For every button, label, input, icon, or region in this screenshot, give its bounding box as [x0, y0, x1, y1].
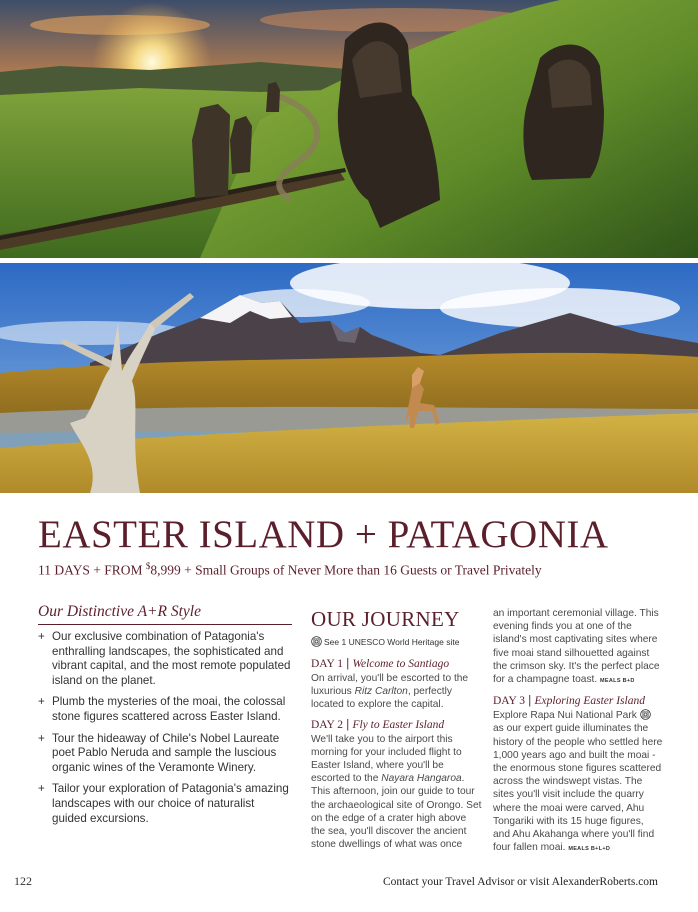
- day-title: Exploring Easter Island: [534, 695, 645, 708]
- day-text: . This afternoon, join our guide to tour the archaeological site of Orongo. Set on the edge of a crater high above the sea, you'll discover the ancient stone dwellings of what was once: [311, 773, 482, 851]
- day-2-heading: [311, 718, 483, 732]
- journey-column-middle: [311, 657, 483, 851]
- day-3-heading: [493, 694, 663, 708]
- day-2-text-part1: [311, 733, 483, 852]
- journey-column-right: [493, 607, 663, 856]
- easter-island-moai-photo: [0, 0, 698, 258]
- hotel-name: Nayara Hangaroa: [381, 773, 462, 785]
- page-number: 122: [14, 874, 32, 888]
- bullet-text: Tailor your exploration of Patagonia's amazing landscapes with our choice of naturalist guided excursions.: [52, 782, 289, 825]
- bullet-text: Plumb the mysteries of the moai, the colossal stone figures scattered across Easter Island.: [52, 695, 286, 723]
- plus-bullet-icon: +: [38, 782, 45, 796]
- bullet-text: Tour the hideaway of Chile's Nobel Laureate poet Pablo Neruda and sample the luscious organic wines of the Veramonte Winery.: [52, 731, 280, 774]
- day-title: Welcome to Santiago: [352, 658, 450, 670]
- hotel-name: Ritz Carlton: [354, 686, 408, 698]
- plus-bullet-icon: +: [38, 731, 45, 745]
- list-item: [38, 732, 292, 776]
- list-item: [38, 630, 292, 688]
- day-separator: |: [343, 658, 353, 670]
- meals-note: MEALS B+D: [600, 678, 635, 685]
- patagonia-guanaco-photo: [0, 263, 698, 493]
- list-item: [38, 782, 292, 826]
- bullet-text: Our exclusive combination of Patagonia's enthralling landscapes, the sophisticated and vibrant capital, and the most remote populated island on the planet.: [52, 630, 291, 687]
- day-text: Explore Rapa Nui National Park: [493, 710, 637, 722]
- day-1-heading: [311, 657, 483, 671]
- group-size-note: + Small Groups of Never More than 16 Guests or Travel Privately: [180, 562, 542, 578]
- list-item: [38, 695, 292, 724]
- footer-contact: Contact your Travel Advisor or visit AlexanderRoberts.com: [382, 876, 658, 888]
- unesco-icon: [311, 636, 322, 647]
- trip-price: 8,999: [150, 562, 181, 578]
- unesco-note-text: See 1 UNESCO World Heritage site: [324, 637, 460, 647]
- trip-summary: [38, 561, 542, 579]
- day-separator: |: [343, 718, 353, 731]
- day-separator: |: [525, 695, 535, 708]
- day-number: DAY 1: [311, 658, 344, 670]
- day-2-text-part2: [493, 607, 663, 688]
- plus-bullet-icon: +: [38, 630, 45, 643]
- trip-duration: 11 DAYS + FROM: [38, 562, 146, 578]
- day-1-text: [311, 672, 483, 712]
- price-currency: $: [145, 561, 151, 571]
- day-text: an important ceremonial village. This evening finds you at one of the island's most captivating sites where five moai stand silhouetted against the crimson sky. It's the perfect place for a champagne toast.: [493, 608, 660, 686]
- day-text: We'll take you to the airport this morning for your included flight to Easter Island, where you'll be escorted to the: [311, 733, 462, 785]
- style-section-heading: Our Distinctive A+R Style: [38, 603, 292, 625]
- style-bullet-list: [38, 630, 292, 833]
- unesco-note: [311, 636, 459, 647]
- day-number: DAY 2: [311, 718, 344, 731]
- day-title: Fly to Easter Island: [352, 718, 445, 731]
- day-number: DAY 3: [493, 695, 526, 708]
- day-text: On arrival, you'll be escorted to the luxurious: [311, 673, 469, 698]
- meals-note: MEALS B+L+D: [568, 846, 611, 853]
- plus-bullet-icon: +: [38, 695, 45, 709]
- journey-heading: OUR JOURNEY: [311, 607, 460, 631]
- page-title: EASTER ISLAND + PATAGONIA: [38, 513, 609, 556]
- day-text: , perfectly located to explore the capital.: [311, 686, 452, 711]
- unesco-icon: [640, 709, 651, 720]
- day-text: as our expert guide illuminates the history of the people who settled here 1,000 years ago and built the moai - the enormous stone figures scattered across the windswept vistas. The sites you'll visit include the quarry where the moai were carved, Ahu Tongariki with its 15 huge figures, and Ahu Akahanga where you'll find four fallen moai.: [493, 723, 663, 854]
- day-3-text: [493, 709, 663, 856]
